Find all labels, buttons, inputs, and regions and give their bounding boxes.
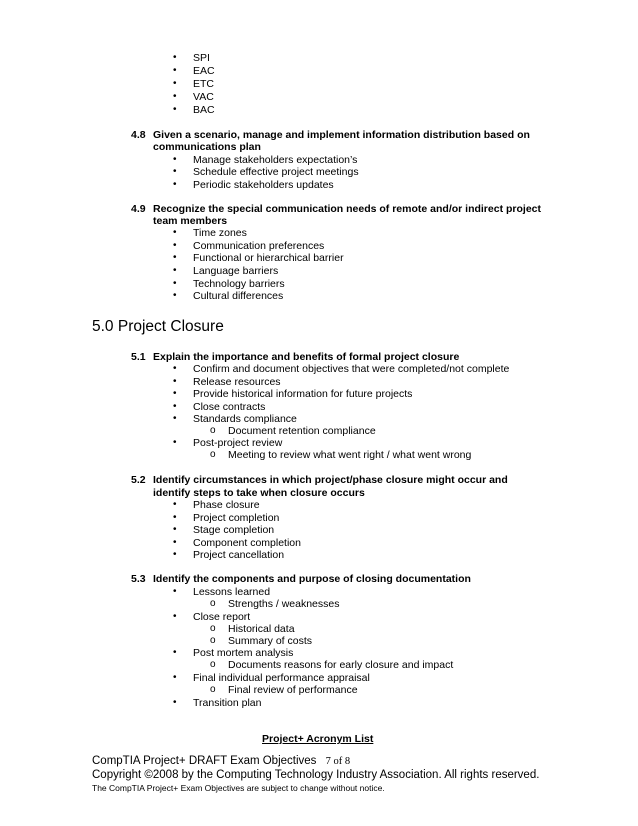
list-item: • ETC: [193, 78, 214, 90]
sub-list-item: o Documents reasons for early closure and impact: [228, 659, 453, 671]
acronym-list-heading: Project+ Acronym List: [262, 733, 374, 745]
list-item: • Release resources: [193, 376, 281, 388]
list-item: • Close contracts: [193, 401, 265, 413]
list-item: • Close report: [193, 611, 250, 623]
objective-title: Explain the importance and benefits of formal project closure: [153, 351, 460, 363]
objective-heading: [131, 351, 460, 363]
footer-copyright: Copyright ©2008 by the Computing Technology Industry Association. All rights reserved.: [92, 769, 540, 781]
sub-list-item: o Final review of performance: [228, 684, 358, 696]
list-item: • Technology barriers: [193, 278, 285, 290]
section-heading: 5.0 Project Closure: [92, 318, 224, 335]
sub-list-item: o Strengths / weaknesses: [228, 598, 339, 610]
footer-disclaimer: The CompTIA Project+ Exam Objectives are subject to change without notice.: [92, 783, 385, 793]
list-item: • Language barriers: [193, 265, 278, 277]
objective-number: 5.3: [131, 573, 146, 585]
list-item: • Post-project review: [193, 437, 282, 449]
objective-title-cont: communications plan: [153, 141, 261, 153]
footer-title: [92, 754, 350, 769]
objective-heading: [131, 203, 541, 215]
list-item: • Confirm and document objectives that were completed/not complete: [193, 363, 509, 375]
list-item: • Provide historical information for future projects: [193, 388, 412, 400]
list-item: • Cultural differences: [193, 290, 283, 302]
page-number: 7 of 8: [325, 756, 351, 767]
list-item: • Standards compliance: [193, 413, 297, 425]
objective-heading: [131, 573, 471, 585]
objective-number: 4.8: [131, 129, 146, 141]
footer-doc-name: CompTIA Project+ DRAFT Exam Objectives: [92, 755, 317, 767]
list-item: • Communication preferences: [193, 240, 324, 252]
objective-title: Given a scenario, manage and implement information distribution based on: [153, 129, 530, 141]
list-item: • Final individual performance appraisal: [193, 672, 370, 684]
list-item: • VAC: [193, 91, 214, 103]
list-item: • Project completion: [193, 512, 279, 524]
objective-number: 4.9: [131, 203, 146, 215]
list-item: • Periodic stakeholders updates: [193, 179, 334, 191]
objective-number: 5.1: [131, 351, 146, 363]
objective-title: Identify circumstances in which project/phase closure might occur and: [153, 474, 508, 486]
list-item: • SPI: [193, 52, 210, 64]
objective-title-cont: identify steps to take when closure occurs: [153, 487, 365, 499]
list-item: • Component completion: [193, 537, 301, 549]
objective-number: 5.2: [131, 474, 146, 486]
list-item: • Functional or hierarchical barrier: [193, 252, 344, 264]
list-item: • BAC: [193, 104, 215, 116]
list-item: • Manage stakeholders expectation’s: [193, 154, 357, 166]
list-item: • Post mortem analysis: [193, 647, 293, 659]
objective-heading: [131, 129, 530, 141]
list-item: • Schedule effective project meetings: [193, 166, 359, 178]
sub-list-item: o Historical data: [228, 623, 295, 635]
list-item: • Stage completion: [193, 524, 274, 536]
list-item: • Time zones: [193, 227, 247, 239]
objective-title: Identify the components and purpose of closing documentation: [153, 573, 471, 585]
list-item: • Lessons learned: [193, 586, 270, 598]
list-item: • Phase closure: [193, 499, 260, 511]
list-item: • EAC: [193, 65, 215, 77]
list-item: • Transition plan: [193, 697, 261, 709]
sub-list-item: o Document retention compliance: [228, 425, 376, 437]
objective-title-cont: team members: [153, 215, 228, 227]
list-item: • Project cancellation: [193, 549, 284, 561]
objective-heading: [131, 474, 508, 486]
sub-list-item: o Summary of costs: [228, 635, 312, 647]
sub-list-item: o Meeting to review what went right / what went wrong: [228, 449, 471, 461]
objective-title: Recognize the special communication needs of remote and/or indirect project: [153, 203, 541, 215]
